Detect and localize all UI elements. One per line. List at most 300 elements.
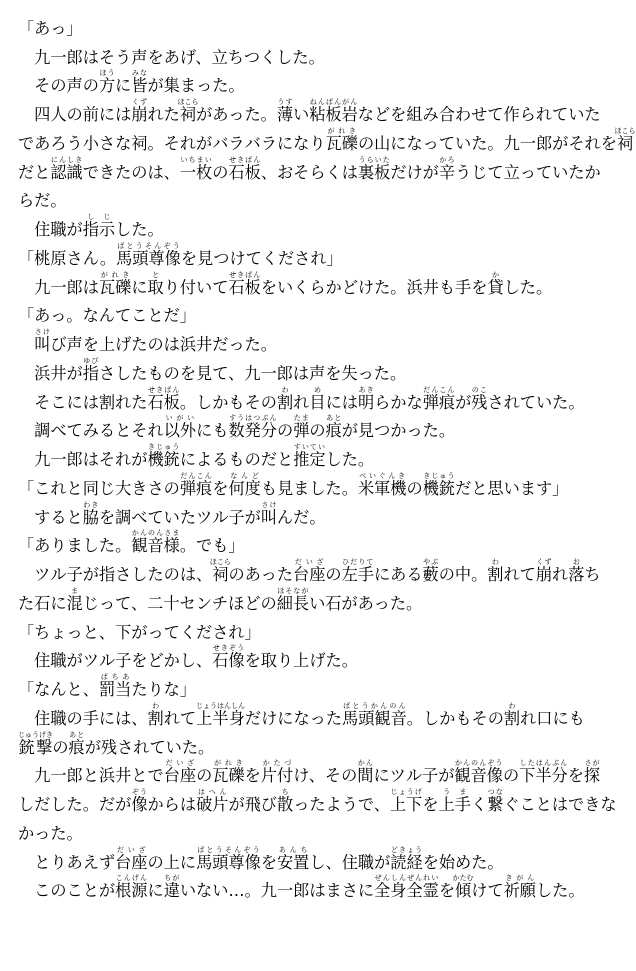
ruby-word (357, 759, 374, 786)
ruby-base: 観音様 (131, 536, 180, 556)
furigana: わ (487, 558, 504, 566)
ruby-base: 痕 (68, 737, 85, 757)
text-segment: 「あっ。なんてことだ」 (18, 306, 196, 326)
text-segment: れて (163, 708, 197, 728)
ruby-base: 残 (471, 392, 488, 412)
furigana: ち (277, 788, 294, 796)
text-segment: び声を上げたのは浜井だった。 (50, 335, 277, 354)
text-segment: 、おそらくは (260, 162, 358, 182)
furigana: あき (357, 385, 375, 394)
text-segment: が (455, 392, 472, 412)
furigana: ほそなが (276, 586, 310, 595)
ruby-word (177, 98, 199, 124)
furigana: ほこら (177, 98, 199, 106)
ruby-base: 機銃 (422, 478, 456, 498)
ruby-base: 貸 (487, 277, 504, 297)
ruby-base: 薄 (276, 105, 294, 124)
text-line (18, 355, 599, 384)
furigana: のこ (471, 385, 488, 394)
ruby-base: 台座 (293, 565, 326, 584)
text-segment: が見つかった。 (341, 421, 456, 441)
furigana: きがん (503, 874, 536, 883)
ruby-word (309, 385, 326, 412)
furigana: あと (68, 730, 85, 739)
text-segment: その声の (18, 76, 99, 96)
text-segment: れ (552, 565, 569, 584)
ruby-word (357, 385, 375, 412)
text-line (18, 125, 636, 154)
furigana: わ (503, 701, 521, 710)
ruby-word (228, 155, 261, 182)
ruby-word (147, 701, 164, 728)
furigana: すいてい (293, 443, 326, 451)
text-segment: の中。 (438, 565, 488, 584)
text-line (18, 269, 599, 298)
ruby-word (115, 845, 148, 872)
ruby-base: 祠 (614, 133, 636, 153)
ruby-word (34, 328, 51, 354)
ruby-base: 弾痕 (422, 392, 456, 412)
ruby-word (196, 845, 261, 872)
furigana: だんこん (179, 471, 213, 480)
ruby-base: 割 (277, 392, 294, 412)
text-line (18, 499, 599, 528)
furigana: ほこら (614, 126, 636, 135)
ruby-word (98, 270, 132, 297)
ruby-base: 辛 (438, 162, 456, 182)
ruby-word (487, 270, 504, 297)
ruby-base: 石像 (212, 651, 245, 671)
furigana: すうはつぶん (228, 414, 277, 423)
furigana: さが (583, 759, 601, 768)
text-segment: を (260, 852, 277, 872)
ruby-word (131, 788, 148, 814)
furigana: かんのんさま (131, 529, 180, 538)
text-line (18, 96, 599, 125)
text-segment: い石があった。 (309, 593, 423, 613)
text-segment: からは (147, 795, 197, 814)
ruby-word (277, 385, 294, 412)
furigana: だいざ (115, 845, 148, 854)
ruby-base: 叫 (34, 335, 51, 354)
ruby-word (179, 155, 213, 182)
text-segment: が残されていた。 (84, 737, 215, 757)
ruby-word (422, 385, 456, 412)
furigana: かん (357, 759, 374, 768)
ruby-word (519, 759, 568, 786)
furigana: はへん (196, 788, 229, 796)
text-line (18, 326, 599, 355)
ruby-word (503, 701, 521, 728)
text-line (18, 384, 599, 413)
text-line (18, 10, 599, 39)
ruby-word (503, 874, 536, 901)
ruby-word (115, 874, 148, 901)
text-line (18, 815, 599, 844)
ruby-base: 探 (583, 766, 601, 786)
ruby-word (163, 759, 197, 786)
ruby-base: 馬頭観音 (342, 708, 407, 728)
text-line (18, 844, 599, 873)
text-segment: の (212, 162, 229, 182)
ruby-word (147, 270, 164, 297)
text-segment: 調べてみるとそれ (18, 421, 164, 441)
ruby-word (82, 213, 116, 239)
ruby-word (614, 126, 636, 153)
furigana: だいざ (293, 558, 326, 566)
ruby-word (438, 788, 471, 814)
text-segment: さしたものを見て、九一郎は声を失った。 (98, 363, 407, 383)
ruby-base: 石板 (228, 277, 261, 297)
ruby-base: 祈願 (503, 881, 536, 901)
text-segment: にツル子が (373, 766, 455, 786)
ruby-base: 混 (66, 593, 83, 613)
ruby-base: 石板 (228, 162, 261, 182)
furigana: がれき (212, 759, 245, 768)
text-line (18, 470, 599, 499)
text-segment: ぐことはできな (503, 795, 617, 814)
text-segment: 。しかもその (179, 392, 277, 412)
text-line (18, 154, 599, 183)
ruby-word (568, 558, 585, 584)
text-segment: たりな」 (131, 680, 197, 699)
text-segment: 九一郎はそう声をあげ、立ちつくした。 (18, 47, 325, 67)
text-segment: そこには割れた (18, 392, 148, 412)
text-segment: らだ。 (18, 191, 67, 211)
ruby-base: 繋 (487, 795, 504, 814)
text-segment: の (52, 737, 69, 757)
text-segment: いない…。九一郎はまさに (179, 881, 375, 901)
ruby-word (341, 558, 374, 584)
text-segment: れ口にも (520, 708, 585, 728)
text-segment: た石に (18, 593, 67, 613)
ruby-word (471, 385, 488, 412)
text-segment: 。でも」 (179, 536, 245, 556)
ruby-base: 間 (357, 766, 374, 786)
ruby-base: 馬頭尊像 (196, 852, 261, 872)
furigana: ほう (98, 69, 116, 78)
ruby-base: 傾 (452, 881, 474, 901)
text-segment: けて (471, 881, 504, 901)
text-segment: 九一郎と浜井とで (18, 766, 164, 786)
text-line (18, 671, 599, 700)
text-segment: した。 (503, 277, 553, 297)
text-segment: を取り上げた。 (244, 651, 358, 671)
ruby-word (260, 500, 277, 527)
ruby-base: 上半身 (196, 708, 245, 728)
text-segment: を (567, 766, 584, 786)
ruby-word (422, 471, 456, 498)
text-line (18, 183, 599, 212)
text-segment: の (277, 421, 294, 441)
ruby-base: 米軍機 (357, 478, 407, 498)
furigana: ばちあ (98, 673, 132, 681)
furigana: うらいた (357, 155, 391, 164)
furigana: あんち (277, 845, 310, 854)
ruby-base: 数発分 (228, 421, 277, 441)
furigana: どきょう (390, 845, 423, 854)
furigana: きじゅう (422, 471, 456, 480)
text-segment: を始めた。 (422, 852, 504, 872)
text-segment: をいくらかどけた。浜井も手を (260, 277, 488, 297)
text-segment: ち (584, 565, 601, 584)
ruby-base: 罰当 (98, 680, 132, 699)
text-segment: の上に (147, 852, 197, 872)
ruby-word (293, 414, 310, 441)
furigana: べいぐんき (357, 471, 407, 480)
text-segment: 浜井が (18, 363, 83, 383)
ruby-base: 読経 (390, 852, 423, 872)
furigana: いがい (163, 414, 197, 423)
text-segment: を (244, 766, 261, 786)
text-line (18, 441, 599, 470)
ruby-base: 割 (503, 708, 521, 728)
furigana: がれき (325, 126, 358, 135)
ruby-word (357, 155, 391, 182)
text-segment: け、その (293, 766, 358, 786)
furigana: ぞう (131, 788, 148, 796)
text-segment: に (131, 277, 148, 297)
text-segment: このことが (18, 881, 116, 901)
ruby-base: 割 (147, 708, 164, 728)
furigana: かんのんぞう (454, 759, 503, 768)
ruby-base: 安置 (277, 852, 310, 872)
furigana: わき (82, 500, 99, 509)
furigana: ばとうそんぞう (196, 845, 261, 854)
text-segment: の (502, 766, 520, 786)
furigana: お (568, 558, 585, 566)
text-segment: があった。 (196, 105, 277, 124)
ruby-word (50, 155, 83, 182)
furigana: ぜんしんぜんれい (374, 874, 439, 883)
text-segment: だけになった (244, 708, 343, 728)
text-segment: すると (18, 507, 83, 527)
ruby-base: 破片 (196, 795, 229, 814)
text-segment: うじて立っていたか (455, 162, 601, 182)
text-segment: ツル子が指さしたのは、 (18, 565, 213, 584)
ruby-base: 認識 (50, 162, 83, 182)
ruby-base: 何度 (228, 478, 261, 498)
text-segment: によるものだと (179, 450, 294, 469)
furigana: わ (277, 385, 294, 394)
furigana: だいざ (163, 759, 197, 768)
furigana: せきぞう (212, 644, 245, 653)
furigana: たま (293, 414, 310, 423)
ruby-base: 皆 (131, 76, 148, 96)
ruby-word (276, 98, 294, 124)
ruby-word (18, 730, 53, 757)
ruby-base: 上下 (390, 795, 423, 814)
ruby-word (212, 644, 245, 671)
furigana: しじ (82, 213, 116, 221)
text-segment: だけが (390, 162, 439, 182)
text-segment: 四人の前には (18, 105, 132, 124)
text-segment: の (196, 766, 213, 786)
ruby-base: 細長 (276, 593, 310, 613)
furigana: かたむ (452, 874, 474, 883)
ruby-base: 散 (277, 795, 294, 814)
ruby-word (342, 701, 407, 728)
text-line (18, 240, 599, 269)
furigana: さけ (34, 328, 51, 336)
furigana: あと (325, 414, 342, 423)
ruby-word (452, 874, 474, 901)
furigana: さけ (260, 500, 277, 509)
ruby-word (163, 414, 197, 441)
text-segment: れた (147, 105, 180, 124)
text-segment (18, 335, 34, 354)
ruby-base: 片付 (260, 766, 294, 786)
text-line (18, 298, 599, 327)
text-segment: の (309, 421, 326, 441)
furigana: ばとうかんのん (342, 701, 407, 710)
ruby-base: 一枚 (179, 162, 213, 182)
ruby-word (228, 270, 261, 297)
text-segment: 「桃原さん。 (18, 248, 117, 268)
ruby-word (228, 471, 261, 498)
ruby-word (438, 155, 456, 182)
ruby-word (131, 529, 180, 556)
ruby-word (147, 385, 180, 412)
text-segment: などを組み合わせて作られていた (357, 105, 601, 124)
text-line (18, 643, 599, 672)
ruby-word (131, 69, 148, 96)
text-segment: されていた。 (487, 392, 585, 412)
text-segment: には (325, 392, 358, 412)
ruby-word (98, 673, 132, 699)
ruby-word (98, 69, 116, 96)
ruby-word (179, 471, 213, 498)
text-segment: も見ました。 (260, 478, 358, 498)
ruby-word (309, 98, 358, 124)
ruby-base: 叫 (260, 507, 277, 527)
text-segment: とりあえず (18, 852, 116, 872)
ruby-base: 瓦礫 (325, 133, 358, 153)
furigana: と (147, 270, 164, 279)
furigana: みな (131, 69, 148, 78)
text-segment: にある (373, 565, 423, 584)
ruby-base: 瓦礫 (98, 277, 132, 297)
ruby-base: 裏板 (357, 162, 391, 182)
ruby-word (293, 443, 326, 469)
ruby-base: 推定 (293, 450, 326, 469)
text-segment: を調べていたツル子が (98, 507, 261, 527)
furigana: だんこん (422, 385, 456, 394)
text-segment: に (147, 881, 164, 901)
ruby-word (325, 414, 342, 441)
furigana: じゅうげき (18, 730, 53, 739)
text-segment: 住職がツル子をどかし、 (18, 651, 213, 671)
text-segment: の山になっていた。九一郎がそれを (357, 133, 617, 153)
text-segment: じって、二十センチほどの (82, 593, 277, 613)
text-segment: の (325, 565, 342, 584)
ruby-base: 落 (568, 565, 585, 584)
ruby-base: 以外 (163, 421, 197, 441)
text-segment: 九一郎は (18, 277, 99, 297)
furigana: め (309, 385, 326, 394)
furigana: うす (276, 98, 294, 106)
ruby-base: 上手 (438, 795, 471, 814)
furigana: つな (487, 788, 504, 796)
ruby-base: 痕 (325, 421, 342, 441)
text-line (18, 211, 599, 240)
text-segment: にも (196, 421, 229, 441)
text-segment: 「ちょっと、下がってくだされ」 (18, 622, 261, 642)
text-segment: かった。 (18, 823, 83, 843)
furigana: にんしき (50, 155, 83, 164)
furigana: ま (66, 586, 83, 595)
furigana: ほこら (209, 558, 231, 566)
ruby-word (196, 701, 245, 728)
text-segment: しだした。だが (18, 795, 132, 814)
text-segment: らかな (374, 392, 423, 412)
ruby-base: 取 (147, 277, 164, 297)
text-segment: が飛び (228, 795, 277, 814)
ruby-base: 台座 (163, 766, 197, 786)
text-line (18, 758, 599, 787)
furigana: じょうげ (390, 788, 423, 796)
text-segment: り付いて (163, 277, 229, 297)
furigana: じょうはんしん (196, 701, 245, 710)
text-line (18, 528, 599, 557)
furigana: きじゅう (147, 443, 180, 451)
ruby-word (68, 730, 85, 757)
ruby-word (276, 586, 310, 613)
text-line (18, 700, 599, 729)
ruby-word (325, 126, 358, 153)
text-segment: のあった (228, 565, 294, 584)
text-line (18, 68, 599, 97)
ruby-word (260, 759, 294, 786)
text-segment: した。 (115, 220, 164, 239)
ruby-word (390, 788, 423, 814)
ruby-base: 明 (357, 392, 375, 412)
furigana: ねんばんがん (309, 98, 358, 106)
ruby-word (277, 788, 294, 814)
text-line (18, 614, 599, 643)
text-segment: 九一郎はそれが (18, 450, 148, 469)
text-segment: い (293, 105, 310, 124)
furigana: かろ (438, 155, 456, 164)
ruby-base: 機銃 (147, 450, 180, 469)
text-segment: 。しかもその (406, 708, 504, 728)
text-line (18, 786, 617, 815)
text-segment: を見つけてくだされ」 (180, 248, 343, 268)
text-line (18, 585, 599, 614)
text-segment: んだ。 (277, 507, 326, 527)
ruby-base: 粘板岩 (309, 105, 358, 124)
furigana: うま (438, 788, 471, 796)
furigana: わ (147, 701, 164, 710)
furigana: いちまい (179, 155, 213, 164)
ruby-base: 弾 (293, 421, 310, 441)
ruby-word (147, 443, 180, 469)
ruby-word (163, 874, 180, 901)
text-segment: 「なんと、 (18, 680, 99, 699)
ruby-word (487, 788, 504, 814)
text-segment: 「あっ」 (18, 18, 83, 38)
ruby-base: 祠 (209, 565, 231, 584)
text-segment: した。 (536, 881, 585, 901)
text-segment: れて (503, 565, 536, 584)
text-segment: の (406, 478, 423, 498)
ruby-base: 祠 (177, 105, 199, 124)
furigana: か (487, 270, 504, 279)
furigana: したはんぶん (519, 759, 568, 768)
text-line (18, 873, 599, 902)
ruby-word (293, 558, 326, 584)
furigana: やぶ (422, 558, 439, 566)
